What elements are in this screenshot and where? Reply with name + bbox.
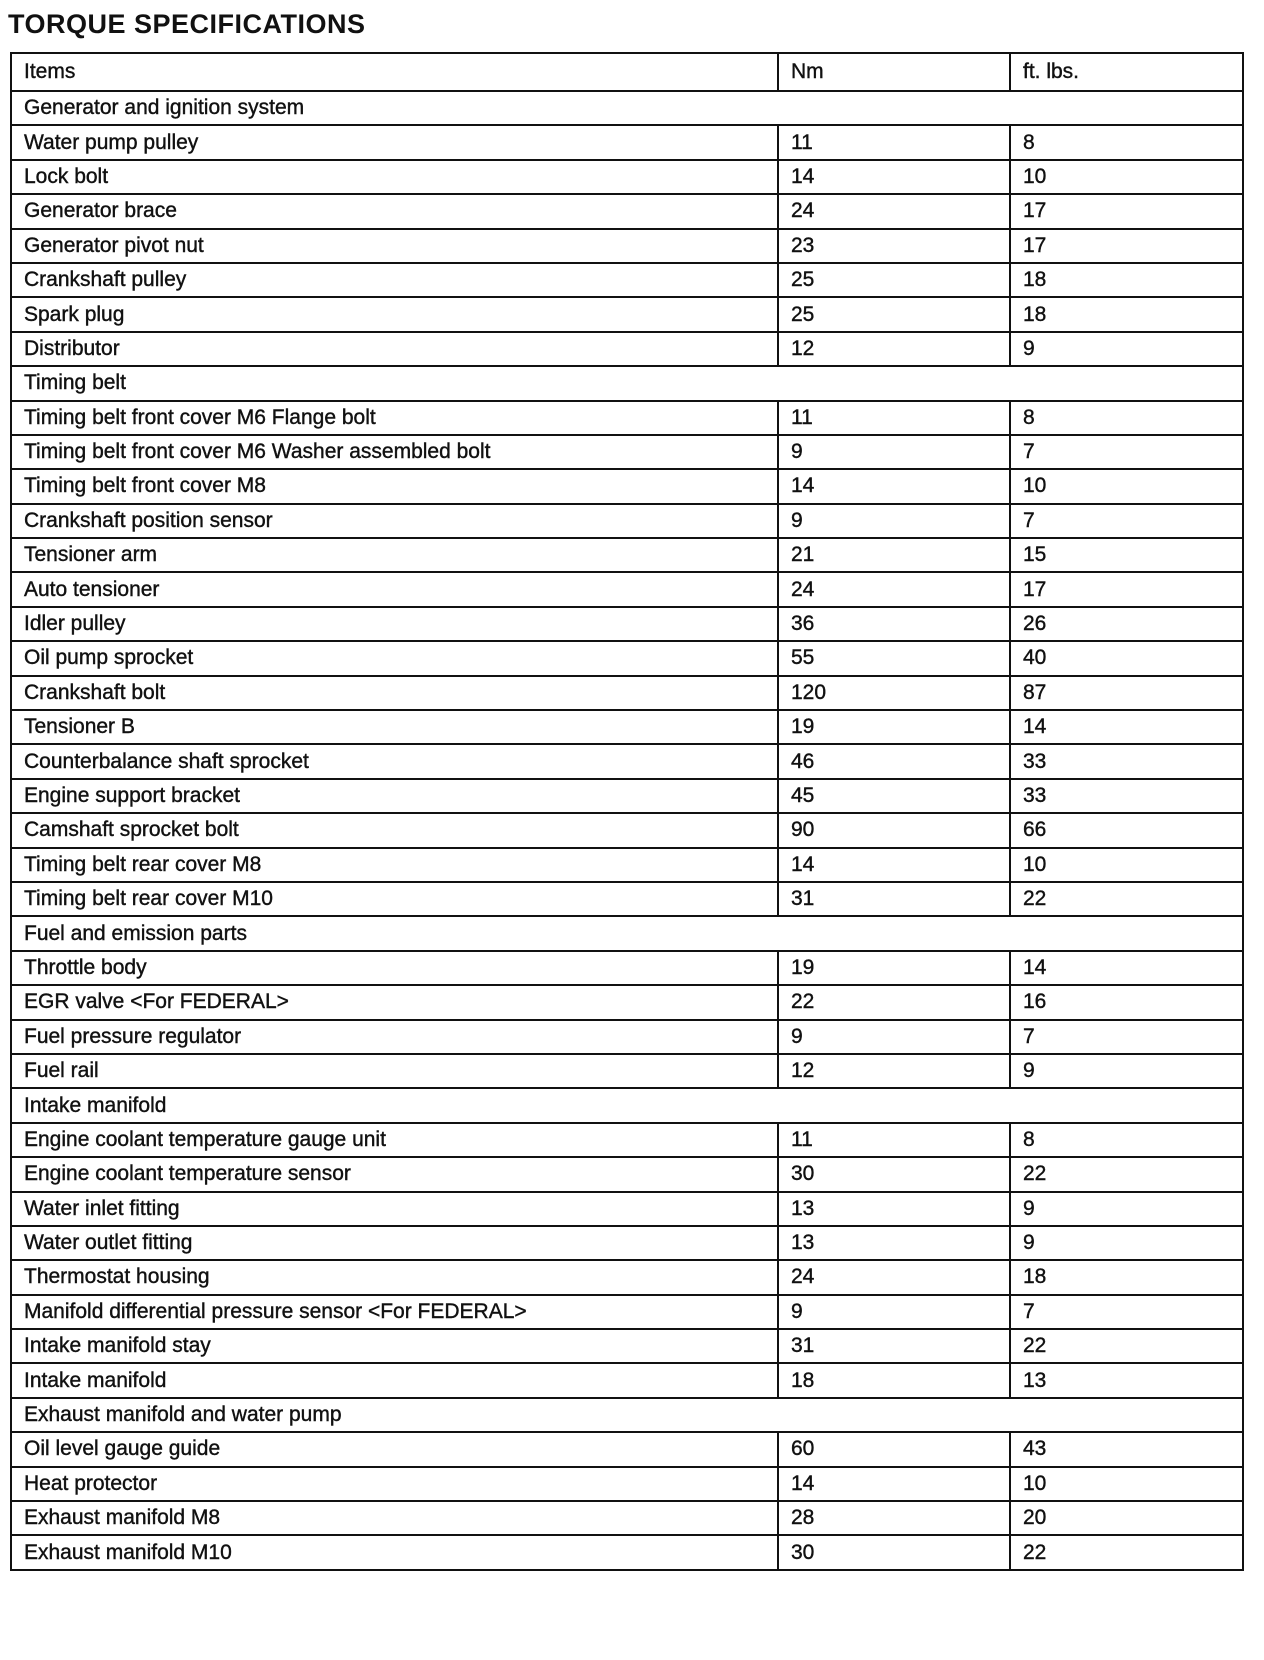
ft-lbs-cell: 17 (1010, 572, 1243, 606)
item-cell: Camshaft sprocket bolt (11, 813, 778, 847)
table-row (11, 263, 1243, 297)
item-cell: Heat protector (11, 1467, 778, 1501)
ft-lbs-cell: 22 (1010, 1157, 1243, 1191)
nm-cell: 31 (778, 1329, 1010, 1363)
ft-lbs-cell: 10 (1010, 1467, 1243, 1501)
item-cell: Oil pump sprocket (11, 641, 778, 675)
nm-cell: 31 (778, 882, 1010, 916)
nm-cell: 25 (778, 297, 1010, 331)
nm-cell: 9 (778, 1020, 1010, 1054)
ft-lbs-cell: 17 (1010, 194, 1243, 228)
ft-lbs-cell: 87 (1010, 676, 1243, 710)
item-cell: Timing belt rear cover M8 (11, 848, 778, 882)
ft-lbs-cell: 26 (1010, 607, 1243, 641)
item-cell: Crankshaft bolt (11, 676, 778, 710)
nm-cell: 25 (778, 263, 1010, 297)
table-row (11, 297, 1243, 331)
ft-lbs-cell: 8 (1010, 1123, 1243, 1157)
table-row (11, 435, 1243, 469)
item-cell: Manifold differential pressure sensor <For FEDERAL> (11, 1295, 778, 1329)
item-cell: Timing belt front cover M8 (11, 469, 778, 503)
page-title: TORQUE SPECIFICATIONS (8, 9, 366, 39)
item-cell: Water outlet fitting (11, 1226, 778, 1260)
table-row (11, 194, 1243, 228)
table-row (11, 813, 1243, 847)
section-title: Exhaust manifold and water pump (11, 1398, 1243, 1432)
nm-cell: 12 (778, 1054, 1010, 1088)
table-row (11, 1020, 1243, 1054)
nm-cell: 11 (778, 1123, 1010, 1157)
table-row (11, 160, 1243, 194)
ft-lbs-cell: 10 (1010, 160, 1243, 194)
item-cell: Lock bolt (11, 160, 778, 194)
nm-cell: 21 (778, 538, 1010, 572)
ft-lbs-cell: 10 (1010, 469, 1243, 503)
table-row (11, 1295, 1243, 1329)
nm-cell: 14 (778, 469, 1010, 503)
nm-cell: 30 (778, 1535, 1010, 1569)
nm-cell: 45 (778, 779, 1010, 813)
nm-cell: 24 (778, 194, 1010, 228)
ft-lbs-cell: 43 (1010, 1432, 1243, 1466)
nm-cell: 24 (778, 1260, 1010, 1294)
ft-lbs-cell: 9 (1010, 1226, 1243, 1260)
table-row (11, 332, 1243, 366)
nm-cell: 9 (778, 504, 1010, 538)
ft-lbs-cell: 22 (1010, 1329, 1243, 1363)
item-cell: Distributor (11, 332, 778, 366)
header-items: Items (11, 53, 778, 91)
table-row (11, 676, 1243, 710)
nm-cell: 18 (778, 1363, 1010, 1397)
ft-lbs-cell: 40 (1010, 641, 1243, 675)
ft-lbs-cell: 14 (1010, 710, 1243, 744)
item-cell: Generator brace (11, 194, 778, 228)
nm-cell: 120 (778, 676, 1010, 710)
nm-cell: 13 (778, 1192, 1010, 1226)
section-title: Intake manifold (11, 1088, 1243, 1122)
item-cell: Throttle body (11, 951, 778, 985)
item-cell: Spark plug (11, 297, 778, 331)
header-row (11, 53, 1243, 91)
table-row (11, 951, 1243, 985)
nm-cell: 60 (778, 1432, 1010, 1466)
section-title: Timing belt (11, 366, 1243, 400)
item-cell: Oil level gauge guide (11, 1432, 778, 1466)
ft-lbs-cell: 14 (1010, 951, 1243, 985)
ft-lbs-cell: 33 (1010, 744, 1243, 778)
table-row (11, 401, 1243, 435)
table-row (11, 1329, 1243, 1363)
table-row (11, 1226, 1243, 1260)
table-row (11, 710, 1243, 744)
item-cell: Timing belt front cover M6 Flange bolt (11, 401, 778, 435)
ft-lbs-cell: 9 (1010, 332, 1243, 366)
nm-cell: 23 (778, 229, 1010, 263)
ft-lbs-cell: 22 (1010, 882, 1243, 916)
ft-lbs-cell: 17 (1010, 229, 1243, 263)
item-cell: Exhaust manifold M8 (11, 1501, 778, 1535)
section-row (11, 366, 1243, 400)
ft-lbs-cell: 22 (1010, 1535, 1243, 1569)
ft-lbs-cell: 7 (1010, 435, 1243, 469)
nm-cell: 9 (778, 435, 1010, 469)
item-cell: Auto tensioner (11, 572, 778, 606)
nm-cell: 14 (778, 1467, 1010, 1501)
ft-lbs-cell: 18 (1010, 297, 1243, 331)
item-cell: Fuel rail (11, 1054, 778, 1088)
ft-lbs-cell: 15 (1010, 538, 1243, 572)
item-cell: Engine coolant temperature gauge unit (11, 1123, 778, 1157)
item-cell: Intake manifold stay (11, 1329, 778, 1363)
table-row (11, 848, 1243, 882)
item-cell: Thermostat housing (11, 1260, 778, 1294)
header-ft-lbs: ft. lbs. (1010, 53, 1243, 91)
item-cell: Tensioner arm (11, 538, 778, 572)
table-row (11, 229, 1243, 263)
ft-lbs-cell: 10 (1010, 848, 1243, 882)
table-row (11, 1157, 1243, 1191)
item-cell: Water inlet fitting (11, 1192, 778, 1226)
nm-cell: 55 (778, 641, 1010, 675)
ft-lbs-cell: 9 (1010, 1192, 1243, 1226)
item-cell: Engine support bracket (11, 779, 778, 813)
table-body (11, 91, 1243, 1570)
ft-lbs-cell: 8 (1010, 125, 1243, 159)
table-row (11, 1054, 1243, 1088)
nm-cell: 11 (778, 125, 1010, 159)
table-row (11, 504, 1243, 538)
nm-cell: 12 (778, 332, 1010, 366)
nm-cell: 90 (778, 813, 1010, 847)
table-row (11, 779, 1243, 813)
item-cell: Crankshaft pulley (11, 263, 778, 297)
torque-spec-table (10, 52, 1244, 1571)
nm-cell: 36 (778, 607, 1010, 641)
item-cell: Engine coolant temperature sensor (11, 1157, 778, 1191)
section-title: Generator and ignition system (11, 91, 1243, 125)
table-row (11, 572, 1243, 606)
ft-lbs-cell: 8 (1010, 401, 1243, 435)
table-row (11, 1260, 1243, 1294)
table-row (11, 1535, 1243, 1569)
section-title: Fuel and emission parts (11, 916, 1243, 950)
table-row (11, 882, 1243, 916)
item-cell: Fuel pressure regulator (11, 1020, 778, 1054)
table-row (11, 1467, 1243, 1501)
section-row (11, 1398, 1243, 1432)
table-row (11, 538, 1243, 572)
nm-cell: 9 (778, 1295, 1010, 1329)
nm-cell: 19 (778, 710, 1010, 744)
ft-lbs-cell: 7 (1010, 1295, 1243, 1329)
nm-cell: 11 (778, 401, 1010, 435)
table-row (11, 1363, 1243, 1397)
section-row (11, 91, 1243, 125)
ft-lbs-cell: 7 (1010, 504, 1243, 538)
ft-lbs-cell: 16 (1010, 985, 1243, 1019)
nm-cell: 13 (778, 1226, 1010, 1260)
nm-cell: 24 (778, 572, 1010, 606)
nm-cell: 14 (778, 160, 1010, 194)
table-row (11, 641, 1243, 675)
nm-cell: 28 (778, 1501, 1010, 1535)
nm-cell: 30 (778, 1157, 1010, 1191)
table-row (11, 744, 1243, 778)
table-row (11, 469, 1243, 503)
nm-cell: 14 (778, 848, 1010, 882)
table-row (11, 1192, 1243, 1226)
table-row (11, 1432, 1243, 1466)
item-cell: Counterbalance shaft sprocket (11, 744, 778, 778)
ft-lbs-cell: 13 (1010, 1363, 1243, 1397)
nm-cell: 46 (778, 744, 1010, 778)
table-row (11, 125, 1243, 159)
item-cell: Exhaust manifold M10 (11, 1535, 778, 1569)
table-row (11, 985, 1243, 1019)
item-cell: Water pump pulley (11, 125, 778, 159)
header-nm: Nm (778, 53, 1010, 91)
item-cell: Crankshaft position sensor (11, 504, 778, 538)
item-cell: Tensioner B (11, 710, 778, 744)
ft-lbs-cell: 20 (1010, 1501, 1243, 1535)
nm-cell: 22 (778, 985, 1010, 1019)
section-row (11, 1088, 1243, 1122)
table-row (11, 1123, 1243, 1157)
item-cell: Idler pulley (11, 607, 778, 641)
section-row (11, 916, 1243, 950)
item-cell: Intake manifold (11, 1363, 778, 1397)
ft-lbs-cell: 18 (1010, 263, 1243, 297)
nm-cell: 19 (778, 951, 1010, 985)
ft-lbs-cell: 33 (1010, 779, 1243, 813)
item-cell: EGR valve <For FEDERAL> (11, 985, 778, 1019)
table-row (11, 1501, 1243, 1535)
ft-lbs-cell: 9 (1010, 1054, 1243, 1088)
ft-lbs-cell: 66 (1010, 813, 1243, 847)
ft-lbs-cell: 18 (1010, 1260, 1243, 1294)
item-cell: Generator pivot nut (11, 229, 778, 263)
item-cell: Timing belt front cover M6 Washer assembled bolt (11, 435, 778, 469)
ft-lbs-cell: 7 (1010, 1020, 1243, 1054)
table-row (11, 607, 1243, 641)
item-cell: Timing belt rear cover M10 (11, 882, 778, 916)
